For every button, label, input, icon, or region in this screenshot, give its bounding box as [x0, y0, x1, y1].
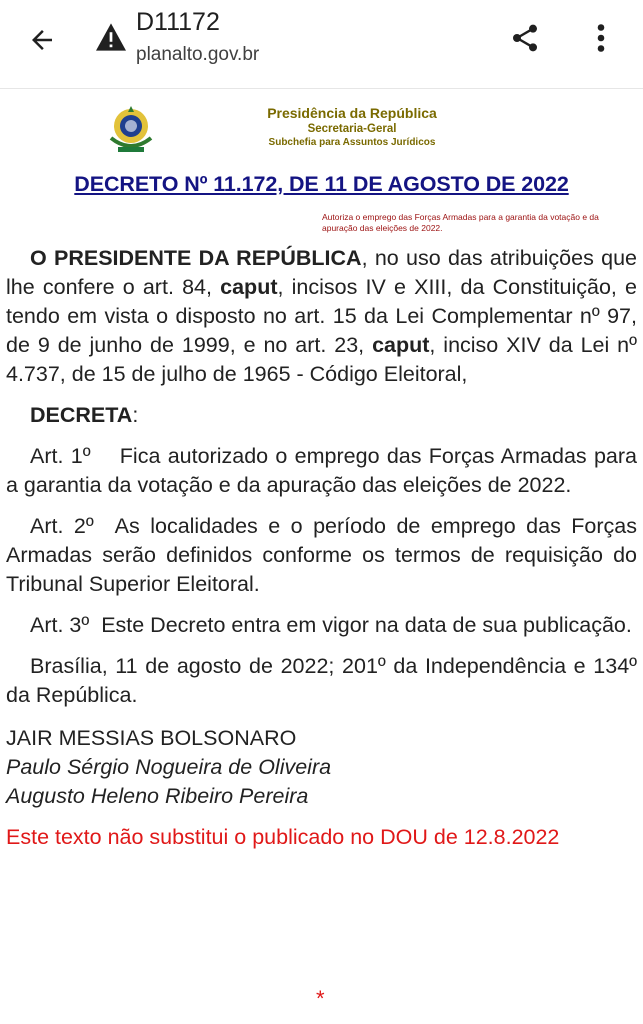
article-1-text: Fica autorizado o emprego das Forças Armadas para a garantia da votação e da apuração das eleições de 2022. — [6, 444, 637, 497]
url-domain[interactable]: planalto.gov.br — [136, 44, 260, 65]
warning-icon[interactable] — [94, 22, 128, 52]
article-3-label: Art. 3º — [30, 613, 90, 637]
decree-title-link[interactable]: DECRETO Nº 11.172, DE 11 DE AGOSTO DE 2022 — [74, 172, 569, 196]
signers-block — [6, 724, 637, 811]
header-secretaria: Secretaria-Geral — [307, 123, 397, 135]
article-3-text: Este Decreto entra em vigor na data de sua publicação. — [101, 613, 632, 637]
signer-president: JAIR MESSIAS BOLSONARO — [6, 726, 297, 750]
more-vert-icon — [596, 23, 606, 53]
preamble — [6, 244, 637, 389]
preamble-lead: O PRESIDENTE DA REPÚBLICA — [30, 246, 362, 270]
share-icon — [509, 22, 541, 54]
decreta-label: DECRETA — [30, 403, 133, 427]
preamble-text-2: , incisos IV e XIII, da Constituição, e tendo em vista o disposto no art. 15 da Lei Complementar nº 97, de 9 de junho de 1999, e no art. 23, — [6, 275, 637, 357]
signer-defense-minister: Paulo Sérgio Nogueira de Oliveira — [6, 755, 332, 779]
back-arrow-icon — [27, 25, 57, 55]
back-button[interactable] — [22, 20, 62, 60]
issuer-header — [206, 104, 498, 150]
decree-body — [6, 244, 637, 852]
decreta-line — [6, 401, 637, 430]
article-1-label: Art. 1º — [30, 444, 91, 468]
article-3 — [6, 611, 637, 640]
signer-gsi-minister: Augusto Heleno Ribeiro Pereira — [6, 784, 309, 808]
article-2-text: As localidades e o período de emprego das Forças Armadas serão definidos conforme os termos de requisição do Tribunal Superior Eleitoral. — [6, 514, 637, 596]
article-2 — [6, 512, 637, 599]
article-2-label: Art. 2º — [30, 514, 94, 538]
preamble-caput-1: caput — [220, 275, 278, 299]
page-id[interactable]: D11172 — [136, 8, 220, 36]
footer-asterisk: * — [316, 986, 325, 1011]
preamble-caput-2: caput — [372, 333, 430, 357]
preamble-text-3: , inciso XIV da Lei nº 4.737, de 15 de julho de 1965 - Código Eleitoral, — [6, 333, 637, 386]
browser-top-bar — [0, 0, 643, 89]
article-1 — [6, 442, 637, 500]
header-presidencia: Presidência da República — [267, 105, 437, 121]
decreta-colon: : — [132, 403, 139, 427]
dou-disclaimer: Este texto não substitui o publicado no DOU de 12.8.2022 — [6, 825, 560, 849]
more-options-button[interactable] — [583, 18, 619, 58]
decree-ementa: Autoriza o emprego das Forças Armadas para a garantia da votação e da apuração das eleições de 2022. — [322, 212, 599, 233]
preamble-text-1: , no uso das atribuições que lhe confere o art. 84, — [6, 246, 637, 299]
closing-line: Brasília, 11 de agosto de 2022; 201º da Independência e 134º da República. — [6, 654, 637, 707]
header-subchefia: Subchefia para Assuntos Jurídicos — [268, 137, 436, 148]
share-button[interactable] — [505, 18, 545, 58]
coat-of-arms-icon — [106, 104, 156, 156]
